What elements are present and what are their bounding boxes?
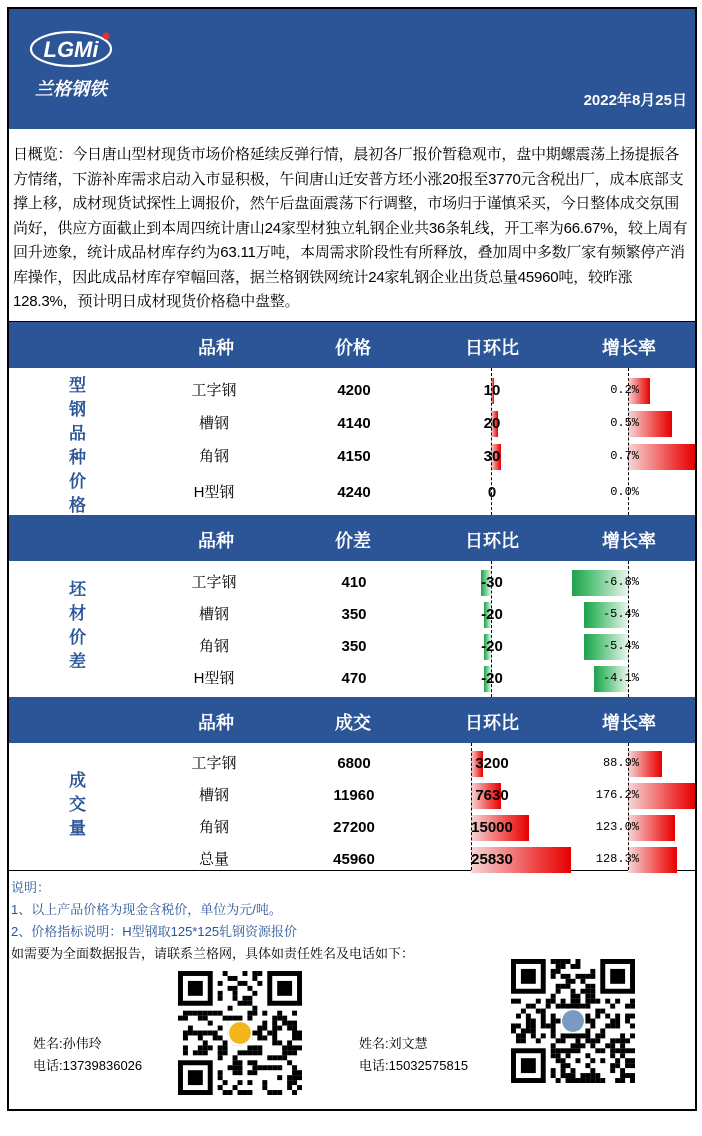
growth-rate-text: -6.8% bbox=[602, 575, 639, 589]
contact-name: 姓名:刘文慧 bbox=[359, 1036, 428, 1051]
col-header-daily-change: 日环比 bbox=[465, 713, 519, 733]
notes-title: 说明： bbox=[11, 880, 51, 895]
value-cell: 4200 bbox=[337, 382, 371, 399]
report-frame bbox=[7, 7, 697, 1111]
notes-line-2: 2、价格指标说明：H型钢取125*125轧钢资源报价 bbox=[11, 924, 298, 939]
growth-rate-text: 128.3% bbox=[595, 852, 639, 866]
section-title-char: 量 bbox=[69, 819, 86, 838]
variety-cell: 工字钢 bbox=[191, 574, 237, 591]
value-cell: 4150 bbox=[337, 448, 371, 465]
growth-rate-text: -5.4% bbox=[602, 607, 639, 621]
growth-rate-text: 123.0% bbox=[595, 820, 639, 834]
variety-cell: 槽钢 bbox=[198, 415, 229, 432]
growth-rate-text: 0.7% bbox=[610, 449, 639, 463]
col-header-growth-rate: 增长率 bbox=[602, 713, 656, 733]
growth-rate-cell bbox=[569, 407, 695, 440]
daily-change-cell: -20 bbox=[481, 670, 503, 687]
section-title-char: 种 bbox=[69, 448, 86, 467]
growth-rate-text: -4.1% bbox=[602, 671, 639, 685]
daily-change-cell: -30 bbox=[481, 574, 503, 591]
col-header-daily-change: 日环比 bbox=[465, 338, 519, 358]
col-header-variety: 品种 bbox=[198, 531, 234, 551]
contact-phone[interactable]: 电话:13739836026 bbox=[33, 1058, 143, 1073]
value-cell: 45960 bbox=[333, 851, 375, 868]
daily-change-cell: 7630 bbox=[475, 787, 509, 804]
section-title-char: 价 bbox=[69, 628, 86, 647]
value-cell: 410 bbox=[341, 574, 367, 591]
table-row bbox=[9, 374, 695, 407]
growth-rate-cell bbox=[569, 662, 695, 695]
growth-rate-cell bbox=[569, 779, 695, 812]
table-row bbox=[9, 598, 695, 631]
variety-cell: 工字钢 bbox=[191, 755, 237, 772]
daily-change-cell: -20 bbox=[481, 606, 503, 623]
change-axis-line bbox=[471, 743, 472, 870]
growth-rate-cell bbox=[569, 843, 695, 876]
section-title-char: 格 bbox=[69, 496, 86, 515]
section-title-char: 材 bbox=[69, 604, 86, 623]
table-row bbox=[9, 843, 695, 876]
rate-axis-line bbox=[628, 743, 629, 870]
table-header-spread bbox=[9, 515, 695, 561]
qr-code-icon bbox=[511, 959, 635, 1083]
growth-rate-text: 88.9% bbox=[602, 756, 639, 770]
value-cell: 11960 bbox=[333, 787, 375, 804]
growth-rate-cell bbox=[569, 811, 695, 844]
notes bbox=[11, 877, 414, 965]
daily-change-cell: 30 bbox=[483, 448, 501, 465]
section-title-char: 坯 bbox=[69, 580, 86, 599]
daily-change-cell: 25830 bbox=[471, 851, 513, 868]
variety-cell: 角钢 bbox=[198, 638, 229, 655]
growth-rate-cell bbox=[569, 630, 695, 663]
notes-line-3: 如需要为全面数据报告，请联系兰格网，具体如责任姓名及电话如下： bbox=[11, 946, 415, 961]
change-axis-line bbox=[491, 368, 492, 515]
col-header-variety: 品种 bbox=[198, 713, 234, 733]
svg-text:LGMi: LGMi bbox=[43, 37, 99, 62]
section-title-char: 成 bbox=[69, 771, 86, 790]
section-title-char: 交 bbox=[69, 795, 86, 814]
variety-cell: 总量 bbox=[198, 851, 229, 868]
col-header-variety: 品种 bbox=[198, 338, 234, 358]
daily-change-cell: 10 bbox=[483, 382, 501, 399]
section-title-char: 钢 bbox=[69, 400, 86, 419]
value-cell: 4140 bbox=[337, 415, 371, 432]
table-row bbox=[9, 440, 695, 473]
notes-line-1: 1、以上产品价格为现金含税价，单位为元/吨。 bbox=[11, 902, 282, 917]
variety-cell: H型钢 bbox=[193, 670, 235, 687]
section-title-char: 品 bbox=[69, 424, 86, 443]
variety-cell: 角钢 bbox=[198, 819, 229, 836]
variety-cell: 角钢 bbox=[198, 448, 229, 465]
lange-logo bbox=[29, 27, 121, 107]
growth-rate-cell bbox=[569, 440, 695, 473]
variety-cell: H型钢 bbox=[193, 484, 235, 501]
growth-rate-cell bbox=[569, 598, 695, 631]
variety-cell: 槽钢 bbox=[198, 787, 229, 804]
col-header-daily-change: 日环比 bbox=[465, 531, 519, 551]
value-cell: 27200 bbox=[333, 819, 375, 836]
col-header-growth-rate: 增长率 bbox=[602, 531, 656, 551]
table-section-spread bbox=[9, 561, 695, 697]
col-header-price: 价格 bbox=[335, 338, 371, 358]
report-header bbox=[9, 9, 695, 129]
svg-text:兰格钢铁: 兰格钢铁 bbox=[35, 79, 107, 100]
value-cell: 470 bbox=[341, 670, 367, 687]
table-row bbox=[9, 407, 695, 440]
growth-rate-cell bbox=[569, 476, 695, 509]
value-cell: 4240 bbox=[337, 484, 371, 501]
daily-change-cell: -20 bbox=[481, 638, 503, 655]
table-row bbox=[9, 630, 695, 663]
rate-axis-line bbox=[628, 561, 629, 697]
table-section-price bbox=[9, 368, 695, 515]
value-cell: 350 bbox=[341, 606, 367, 623]
rate-axis-line bbox=[628, 368, 629, 515]
table-row bbox=[9, 566, 695, 599]
variety-cell: 工字钢 bbox=[191, 382, 237, 399]
growth-rate-cell bbox=[569, 566, 695, 599]
section-title-char: 型 bbox=[69, 376, 86, 395]
contact-1 bbox=[33, 1033, 142, 1077]
contact-2 bbox=[359, 1033, 468, 1077]
table-row bbox=[9, 779, 695, 812]
growth-rate-text: 0.2% bbox=[610, 383, 639, 397]
section-title-char: 差 bbox=[69, 652, 86, 671]
table-header-price bbox=[9, 322, 695, 368]
table-section-volume bbox=[9, 743, 695, 870]
report-date: 2022年8月25日 bbox=[583, 92, 687, 109]
table-header-volume bbox=[9, 697, 695, 743]
value-cell: 350 bbox=[341, 638, 367, 655]
col-header-spread: 价差 bbox=[335, 531, 371, 551]
daily-change-cell: 15000 bbox=[471, 819, 513, 836]
daily-change-cell: 0 bbox=[487, 484, 497, 501]
qr-code-icon bbox=[178, 971, 302, 1095]
growth-rate-cell bbox=[569, 747, 695, 780]
col-header-volume: 成交 bbox=[335, 713, 371, 733]
section-title-char: 价 bbox=[69, 472, 86, 491]
value-cell: 6800 bbox=[337, 755, 371, 772]
growth-rate-text: 0.5% bbox=[610, 416, 639, 430]
table-row bbox=[9, 811, 695, 844]
contact-phone[interactable]: 电话:15032575815 bbox=[359, 1058, 469, 1073]
growth-rate-text: 0.0% bbox=[610, 485, 639, 499]
daily-change-cell: 3200 bbox=[475, 755, 509, 772]
market-overview: 日概览：今日唐山型材现货市场价格延续反弹行情，晨初各厂报价暂稳观市，盘中期螺震荡上扬提振各方情绪，下游补库需求启动入市显积极，午间唐山迁安普方坯小涨20报至3770元含税出厂，成本底部支撑上移，成材现货试探性上调报价，然午后盘面震荡下行调整，市场归于谨慎采买，今日整体成交氛围尚好，供应方面截止到本周四统计唐山24家型材独立轧钢企业共36条轧线，开工率为66.67%，较上周有回升迹象，统计成品材库存约为63.11万吨，本周需求阶段性有所释放，叠加周中多数厂家有频繁停产消库操作，因此成品材库存窄幅回落，据兰格钢铁网统计24家轧钢企业出货总量45960吨，较昨涨128.3%，预计明日成材现货价格稳中盘整。 bbox=[13, 146, 688, 310]
contact-name: 姓名:孙伟玲 bbox=[33, 1036, 102, 1051]
change-axis-line bbox=[491, 561, 492, 697]
table-row bbox=[9, 662, 695, 695]
growth-rate-cell bbox=[569, 374, 695, 407]
variety-cell: 槽钢 bbox=[198, 606, 229, 623]
table-row bbox=[9, 476, 695, 509]
col-header-growth-rate: 增长率 bbox=[602, 338, 656, 358]
growth-rate-text: 176.2% bbox=[595, 788, 639, 802]
growth-rate-text: -5.4% bbox=[602, 639, 639, 653]
daily-change-cell: 20 bbox=[483, 415, 501, 432]
table-row bbox=[9, 747, 695, 780]
